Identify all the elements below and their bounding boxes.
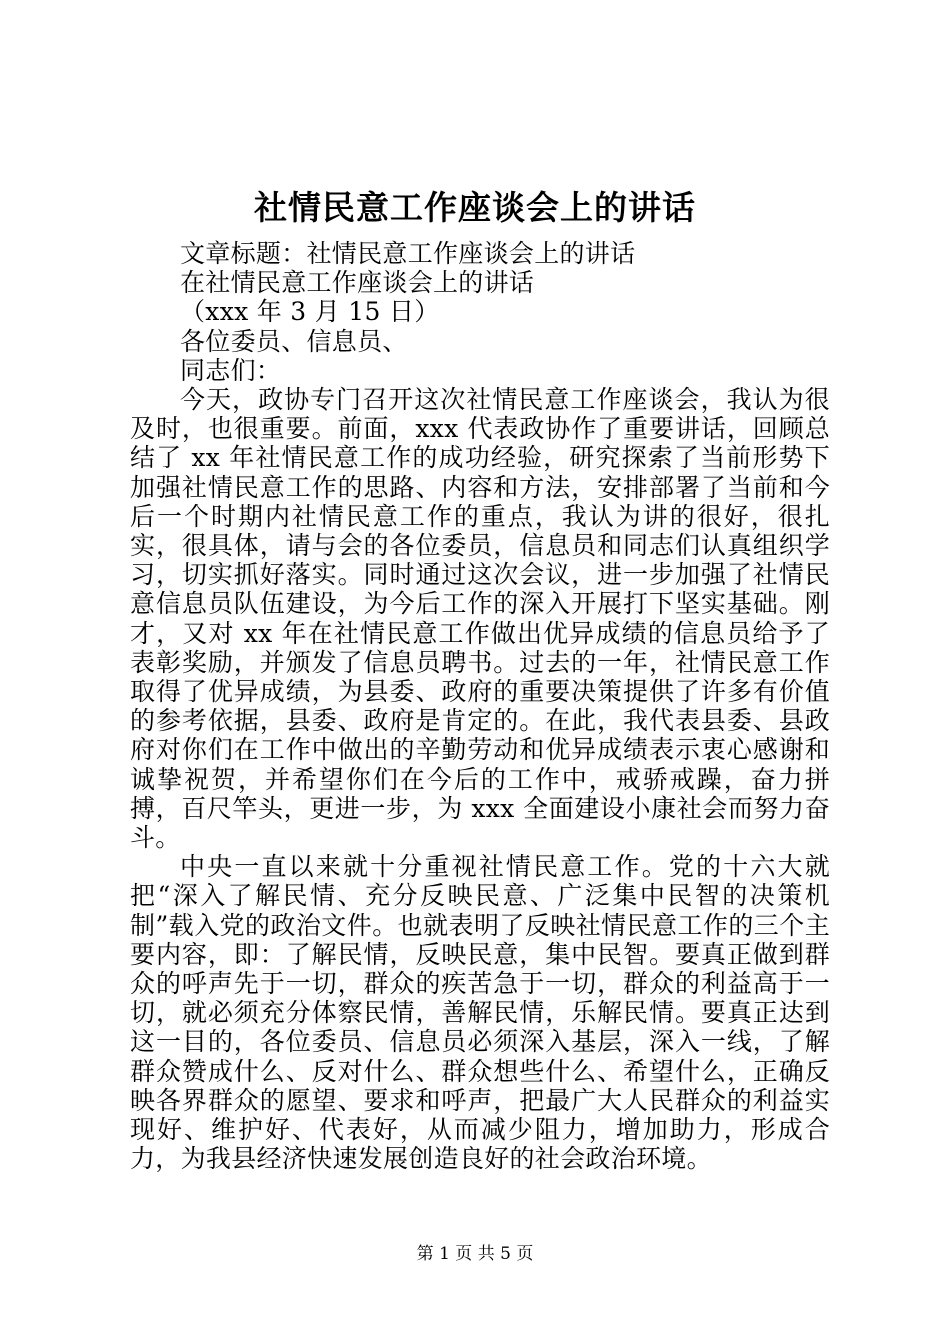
speech-title-line: 在社情民意工作座谈会上的讲话 <box>180 268 535 298</box>
article-title-line: 文章标题：社情民意工作座谈会上的讲话 <box>180 239 636 268</box>
document-title: 社情民意工作座谈会上的讲话 <box>254 188 696 227</box>
paragraph-2: 中央一直以来就十分重视社情民意工作。党的十六大就把“深入了解民情、充分反映民意、广泛集中民智的决策机制”载入党的政治文件。也就表明了反映社情民意工作的三个主要内容，即：了解民情，反映民意，集中民智。要真正做到群众的呼声先于一切，群众的疾苦急于一切，群众的利益高于一切，就必须充分体察民情，善解民情，乐解民情。要真正达到这一目的，各位委员、信息员必须深入基层，深入一线，了解群众赞成什么、反对什么、群众想些什么、希望什么，正确反映各界群众的愿望、要求和呼声，把最广大人民群众的利益实现好、维护好、代表好，从而减少阻力，增加助力，形成合力，为我县经济快速发展创造良好的社会政治环境。 <box>130 852 830 1174</box>
page-footer: 第 1 页 共 5 页 <box>416 1244 534 1264</box>
speech-date-line: （xxx 年 3 月 15 日） <box>180 297 440 327</box>
salutation-line-2: 同志们： <box>180 355 282 385</box>
document-body <box>130 210 830 1174</box>
paragraph-1: 今天，政协专门召开这次社情民意工作座谈会，我认为很及时，也很重要。前面，xxx 代表政协作了重要讲话，回顾总结了 xx 年社情民意工作的成功经验，研究探索了当前形势下加强社情民意工作的思路、内容和方法，安排部署了当前和今后一个时期内社情民意工作的重点，我认为讲的很好，很扎实，很具体，请与会的各位委员，信息员和同志们认真组织学习，切实抓好落实。同时通过这次会议，进一步加强了社情民意信息员队伍建设，为今后工作的深入开展打下坚实基础。刚才，又对 xx 年在社情民意工作做出优异成绩的信息员给予了表彰奖励，并颁发了信息员聘书。过去的一年，社情民意工作取得了优异成绩，为县委、政府的重要决策提供了许多有价值的参考依据，县委、政府是肯定的。在此，我代表县委、县政府对你们在工作中做出的辛勤劳动和优异成绩表示衷心感谢和诚挚祝贺，并希望你们在今后的工作中，戒骄戒躁，奋力拼搏，百尺竿头，更进一步，为 xxx 全面建设小康社会而努力奋斗。 <box>130 385 830 853</box>
salutation-line-1: 各位委员、信息员、 <box>180 326 408 356</box>
